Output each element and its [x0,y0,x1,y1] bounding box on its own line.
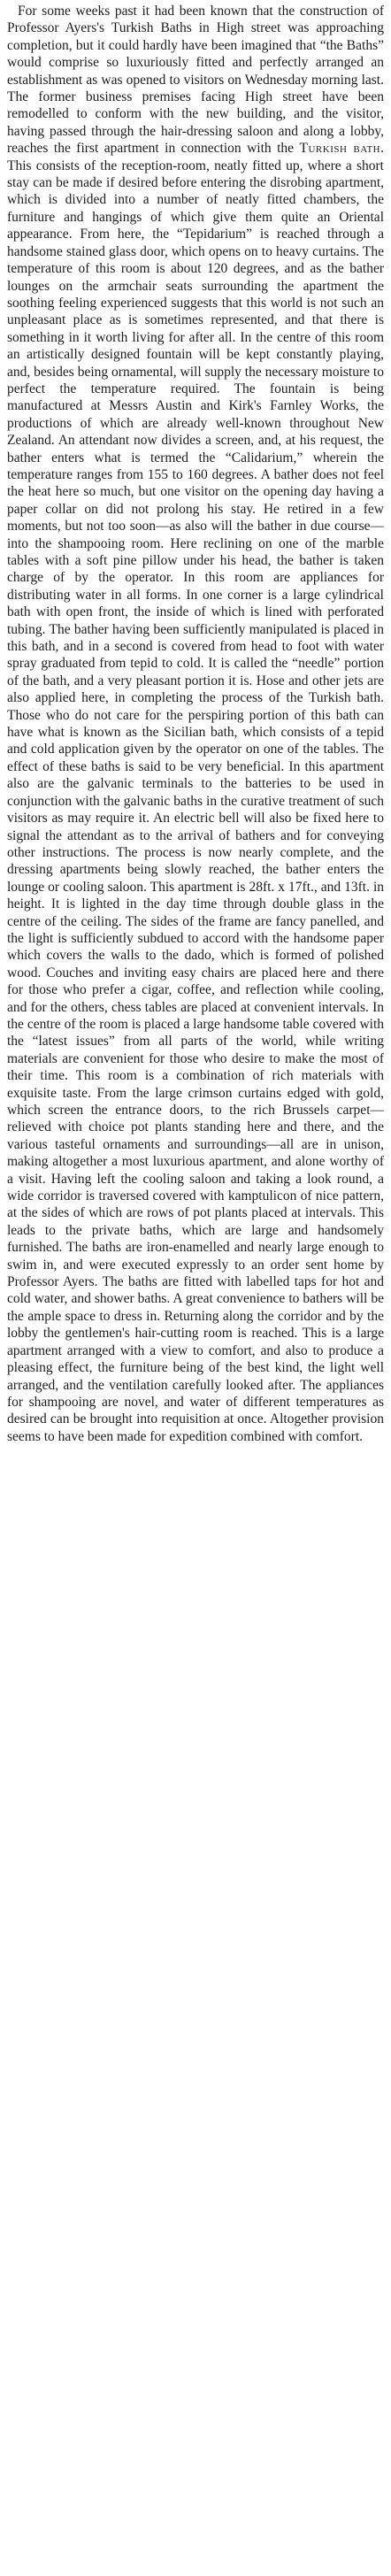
smallcaps-text: Turkish bath [299,141,381,157]
body-text: For some weeks past it had been known that the construction of Professor Ayers's Turkish Baths in High street was approaching completion, but it could hardly have been imagined that “the Baths” would comprise so luxuriously fitted and perfectly arranged an establishment as was opened to visitors on Wednesday morning last. The former business premises facing High street have been remodelled to conform with the new building, and the visitor, having passed through the hair-dressing saloon and along a lobby, reaches the first apartment in connection with the [7,4,384,157]
body-text: . This consists of the reception-room, neatly fitted up, where a short stay can be made if desired before entering the disrobing apartment, which is divided into a number of neatly fitted chambers, the furniture and hangings of which give them quite an Oriental appearance. From here, the “Tepidarium” is reached through a handsome stained glass door, which opens on to heavy curtains. The temperature of this room is about 120 degrees, and as the bather lounges on the armchair seats surrounding the apartment the soothing feeling experienced suggests that this world is not such an unpleasant place as is sometimes represented, and that there is something in it worth living for after all. In the centre of this room an artistically designed fountain will be kept constantly playing, and, besides being ornamental, will supply the necessary moisture to perfect the temperature required. The fountain is being manufactured at Messrs Austin and Kirk's Farnley Works, the productions of which are already well-known throughout New Zealand. An attendant now divides a screen, and, at his request, the bather enters what is termed the “Calidarium,” wherein the temperature ranges from 155 to 160 degrees. A bather does not feel the heat here so much, but one visitor on the opening day having a paper collar on did not prolong his stay. He retired in a few moments, but not too soon—as also will the bather in due course—into the shampooing room. Here reclining on one of the marble tables with a soft pine pillow under his head, the bather is taken charge of by the operator. In this room are appliances for distributing water in all forms. In one corner is a large cylindrical bath with open front, the inside of which is lined with perforated tubing. The bather having been sufficiently manipulated is placed in this bath, and in a second is covered from head to foot with water spray graduated from tepid to cold. It is called the “needle” portion of the bath, and a very pleasant portion it is. Hose and other jets are also applied here, in completing the process of the Turkish bath. Those who do not care for the perspiring portion of this bath can have what is known as the Sicilian bath, which consists of a tepid and cold application given by the operator on one of the tables. The effect of these baths is said to be very beneficial. In this apartment also are the galvanic terminals to the batteries to be used in conjunction with the galvanic baths in the curative treatment of such visitors as may require it. An electric bell will also be fixed here to signal the attendant as to the arrival of bathers and for conveying other instructions. The process is now nearly complete, and the dressing apartments being slowly reached, the bather enters the lounge or cooling saloon. This apartment is 28ft. x 17ft., and 13ft. in height. It is lighted in the day time through double glass in the centre of the ceiling. The sides of the frame are fancy panelled, and the light is sufficiently subdued to accord with the handsome paper which covers the walls to the dado, which is formed of polished wood. Couches and inviting easy chairs are placed here and there for those who prefer a cigar, coffee, and reflection while cooling, and for the others, chess tables are placed at convenient intervals. In the centre of the room is placed a large handsome table covered with the “latest issues” from all parts of the world, while writing materials are convenient for those who desire to make the most of their time. This room is a combination of rich materials with exquisite taste. From the large crimson curtains edged with gold, which screen the entrance doors, to the rich Brussels carpet—relieved with choice pot plants standing here and there, and the various tasteful ornaments and surroundings—all are in unison, making altogether a most luxurious apartment, and alone worthy of a visit. Having left the cooling saloon and taking a look round, a wide corridor is traversed covered with kamptulicon of nice pattern, at the sides of which are rows of pot plants placed at intervals. This leads to the private baths, which are large and handsomely furnished. The baths are iron-enamelled and nearly large enough to swim in, and were executed expressly to an order sent home by Professor Ayers. The baths are fitted with labelled taps for hot and cold water, and shower baths. A great convenience to bathers will be the ample space to dress in. Returning along the corridor and by the lobby the gentlemen's hair-cutting room is reached. This is a large apartment arranged with a view to comfort, and also to produce a pleasing effect, the furniture being of the best kind, the light well arranged, and the ventilation carefully looked after. The appliances for shampooing are novel, and water of different temperatures as desired can be brought into requisition at once. Altogether provision seems to have been made for expedition combined with comfort. [7,141,384,1444]
article-column [7,3,384,1445]
article-paragraph [7,3,384,1445]
